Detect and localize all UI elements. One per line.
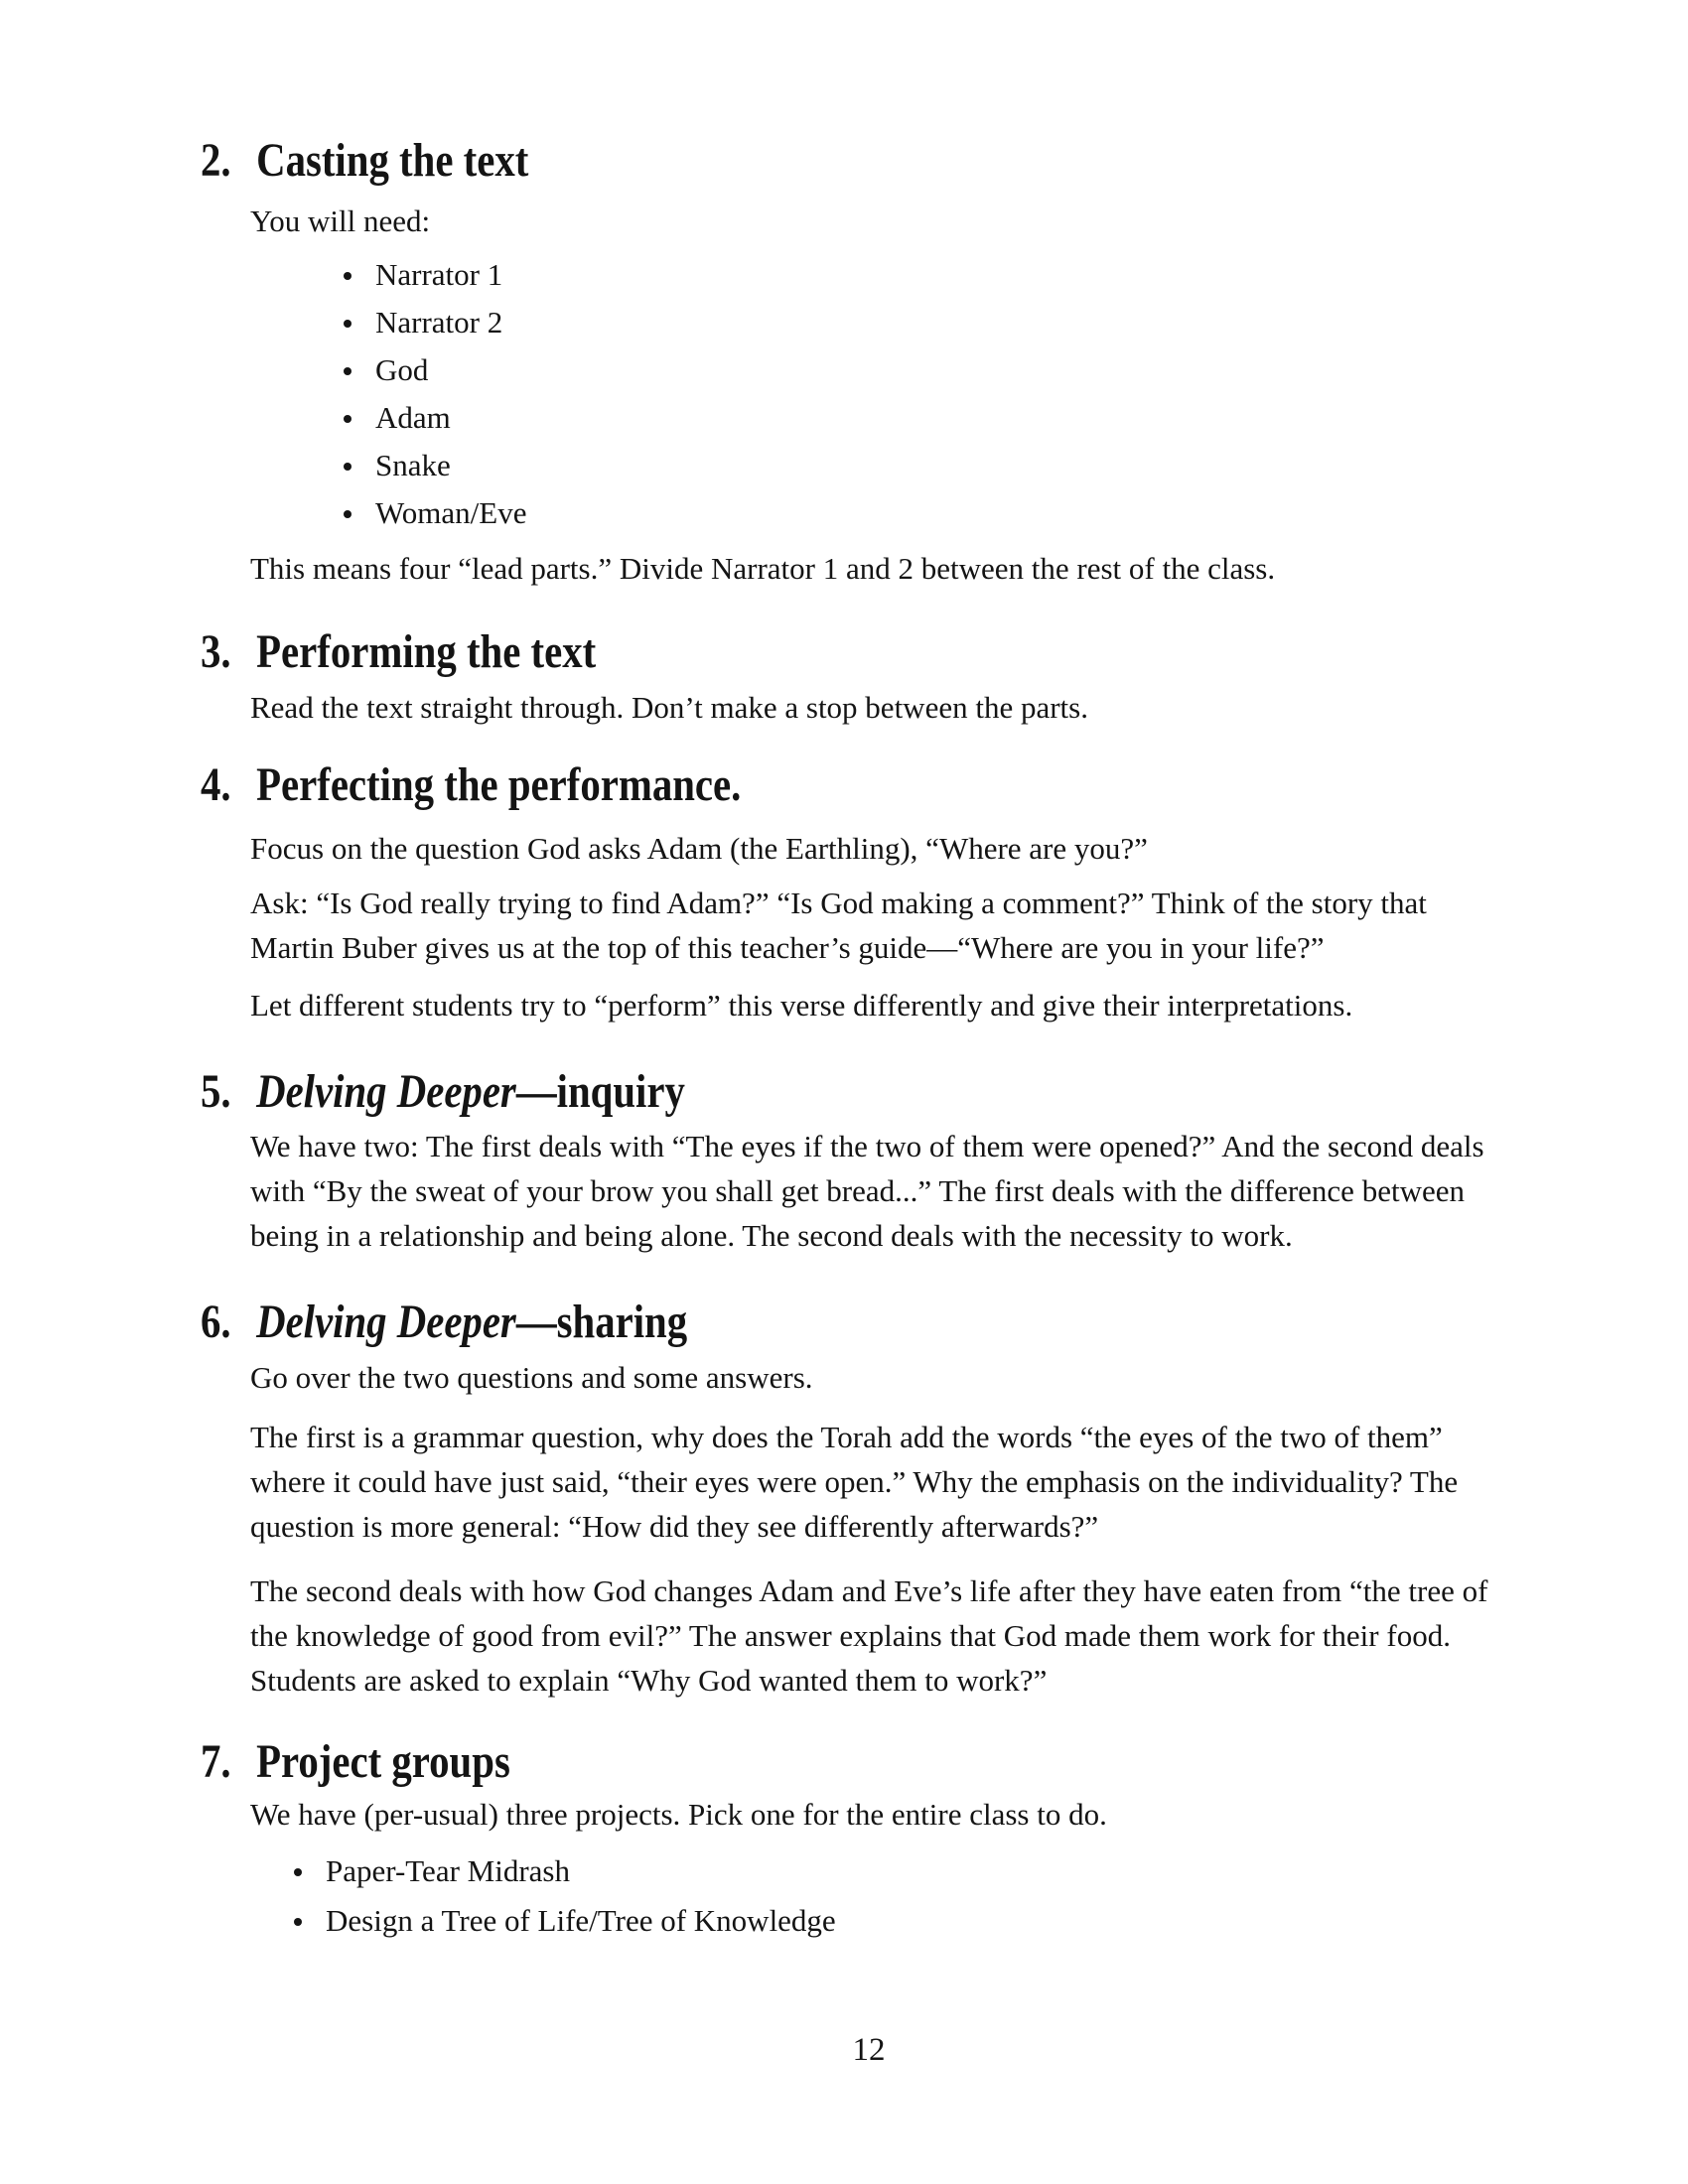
paragraph: The second deals with how God changes Adam and Eve’s life after they have eaten from “the tree of the knowledge of good from evil?” The answer explains that God made them work for their food. Students are asked to explain “Why God wanted them to work?” xyxy=(250,1573,1488,1698)
section-heading xyxy=(0,1067,1688,1117)
section-number: 3. xyxy=(201,625,231,678)
paragraph: The first is a grammar question, why does the Torah add the words “the eyes of the two of them” where it could have just said, “their eyes were open.” Why the emphasis on the individuality? The question is more general: “How did they see differently afterwards?” xyxy=(250,1420,1459,1544)
list-item xyxy=(0,1898,1688,1943)
list-item xyxy=(0,252,1688,297)
list-item-label: God xyxy=(375,352,429,387)
section-casting-the-text xyxy=(0,136,1688,591)
list-item xyxy=(0,443,1688,487)
paragraph: We have (per-usual) three projects. Pick one for the entire class to do. xyxy=(250,1797,1107,1832)
list-item xyxy=(0,490,1688,535)
bullet-icon xyxy=(344,320,352,328)
section-heading xyxy=(0,760,1688,810)
section-number: 4. xyxy=(201,758,231,811)
project-list xyxy=(0,1848,1688,1943)
list-item xyxy=(0,347,1688,392)
section-heading xyxy=(0,1737,1688,1787)
bullet-icon xyxy=(344,367,352,375)
paragraph: This means four “lead parts.” Divide Narrator 1 and 2 between the rest of the class. xyxy=(250,551,1276,586)
bullet-icon xyxy=(344,463,352,471)
bullet-icon xyxy=(344,272,352,280)
section-title: —sharing xyxy=(515,1296,688,1348)
list-item-label: Design a Tree of Life/Tree of Knowledge xyxy=(326,1903,836,1938)
paragraph: We have two: The first deals with “The eyes if the two of them were opened?” And the second deals with “By the sweat of your brow you shall get bread...” The first deals with the difference between being in a relationship and being alone. The second deals with the necessity to work. xyxy=(250,1129,1484,1253)
paragraph: You will need: xyxy=(250,204,431,238)
paragraph: Let different students try to “perform” this verse differently and give their interpretations. xyxy=(250,988,1353,1023)
list-item-label: Snake xyxy=(375,448,451,482)
section-title: —inquiry xyxy=(515,1065,685,1118)
page-number: 12 xyxy=(852,2032,886,2068)
section-title: Perfecting the performance. xyxy=(256,758,742,811)
section-title: Project groups xyxy=(256,1735,510,1788)
section-project-groups xyxy=(0,1737,1688,1943)
paragraph: Focus on the question God asks Adam (the Earthling), “Where are you?” xyxy=(250,831,1148,866)
section-title: Performing the text xyxy=(256,625,597,678)
list-item xyxy=(0,300,1688,344)
paragraph: Go over the two questions and some answers. xyxy=(250,1360,813,1395)
section-heading xyxy=(0,627,1688,677)
section-title: Casting the text xyxy=(256,134,529,187)
list-item xyxy=(0,395,1688,440)
bullet-icon xyxy=(294,1868,302,1876)
section-perfecting-the-performance xyxy=(0,760,1688,1027)
section-number: 7. xyxy=(201,1735,231,1788)
section-title-italic: Delving Deeper xyxy=(256,1065,516,1118)
bullet-icon xyxy=(344,510,352,518)
paragraph: Ask: “Is God really trying to find Adam?” “Is God making a comment?” Think of the story that Martin Buber gives us at the top of this teacher’s guide—“Where are you in your life?” xyxy=(250,886,1427,965)
list-item-label: Woman/Eve xyxy=(375,495,527,530)
cast-list xyxy=(0,252,1688,535)
section-number: 6. xyxy=(201,1296,231,1348)
section-number: 5. xyxy=(201,1065,231,1118)
section-title-italic: Delving Deeper xyxy=(256,1296,516,1348)
section-delving-deeper-inquiry xyxy=(0,1067,1688,1258)
list-item xyxy=(0,1848,1688,1893)
bullet-icon xyxy=(294,1918,302,1926)
section-delving-deeper-sharing xyxy=(0,1297,1688,1703)
section-heading xyxy=(0,1297,1688,1347)
bullet-icon xyxy=(344,415,352,423)
paragraph: Read the text straight through. Don’t make a stop between the parts. xyxy=(250,690,1088,725)
list-item-label: Adam xyxy=(375,400,451,435)
list-item-label: Narrator 1 xyxy=(375,257,503,292)
section-performing-the-text xyxy=(0,627,1688,730)
list-item-label: Paper-Tear Midrash xyxy=(326,1853,570,1888)
section-heading xyxy=(0,136,1688,186)
section-number: 2. xyxy=(201,134,231,187)
list-item-label: Narrator 2 xyxy=(375,305,503,340)
